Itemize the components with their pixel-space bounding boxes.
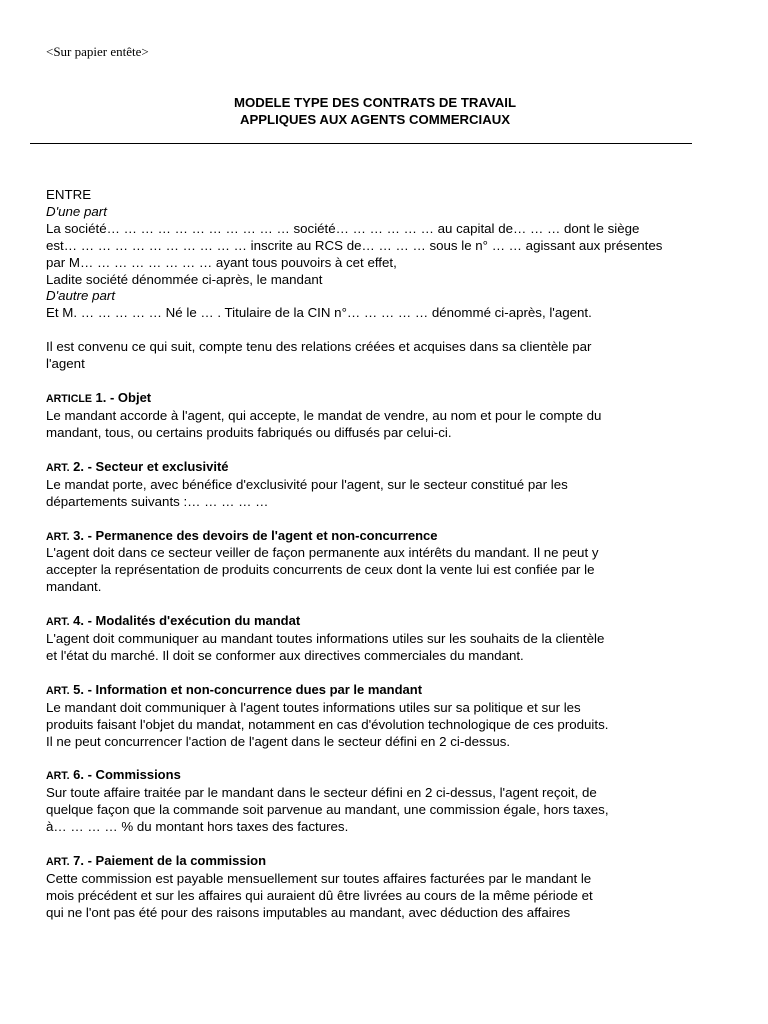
article-text-line: mois précédent et sur les affaires qui auraient dû être livrées au cours de la même période et	[46, 887, 593, 903]
article-heading	[46, 767, 716, 785]
parties-line: est… … … … … … … … … … … inscrite au RCS de… … … … sous le n° … … agissant aux présentes	[46, 237, 663, 253]
parties-dune-part: D'une part	[46, 203, 107, 219]
article-text-line: Le mandant accorde à l'agent, qui accepte, le mandat de vendre, au nom et pour le compte du	[46, 407, 602, 423]
article-heading-text: 6. - Commissions	[69, 767, 181, 783]
parties-line: La société… … … … … … … … … … … société… … … … … … au capital de… … … dont le siège	[46, 220, 640, 236]
article-text-line: qui ne l'ont pas été pour des raisons imputables au mandant, avec déduction des affaires	[46, 904, 571, 920]
intro-paragraph: l'agent	[46, 356, 85, 372]
article-text-line: Sur toute affaire traitée par le mandant dans le secteur défini en 2 ci-dessus, l'agent reçoit, de	[46, 785, 597, 801]
contract-body	[46, 187, 716, 922]
document-title-line2: APPLIQUES AUX AGENTS COMMERCIAUX	[239, 112, 511, 127]
article-text-line: produits faisant l'objet du mandat, notamment en cas d'évolution technologique de ces produits.	[46, 716, 609, 732]
article-text-line: départements suivants :… … … … …	[46, 493, 269, 509]
article-heading-text: 1. - Objet	[91, 390, 152, 406]
article-heading-text: 2. - Secteur et exclusivité	[69, 458, 229, 474]
document-title-line1: MODELE TYPE DES CONTRATS DE TRAVAIL	[233, 95, 517, 110]
article-heading	[46, 613, 716, 631]
intro-paragraph: Il est convenu ce qui suit, compte tenu des relations créées et acquises dans sa clientèle par	[46, 339, 592, 355]
article-text-line: Cette commission est payable mensuellement sur toutes affaires facturées par le mandant le	[46, 871, 592, 886]
article-heading	[46, 528, 716, 546]
article-prefix: ART.	[46, 461, 70, 474]
article-prefix: ART.	[46, 770, 70, 783]
article-heading-text: 3. - Permanence des devoirs de l'agent et non-concurrence	[69, 527, 438, 543]
article-prefix: ARTICLE	[46, 393, 92, 406]
article-text-line: L'agent doit communiquer au mandant toutes informations utiles sur les souhaits de la clientèle	[46, 631, 605, 647]
article-heading	[46, 853, 716, 871]
article-text-line: à… … … … % du montant hors taxes des factures.	[46, 819, 349, 835]
article-text-line: Il ne peut concurrencer l'action de l'agent dans le secteur défini en 2 ci-dessus.	[46, 733, 511, 749]
article-prefix: ART.	[46, 856, 70, 869]
article-text-line: mandant, tous, ou certains produits fabriqués ou diffusés par celui-ci.	[46, 424, 452, 440]
parties-dautre-part: D'autre part	[46, 288, 116, 304]
article-text-line: quelque façon que la commande soit parvenue au mandant, une commission égale, hors taxes,	[46, 802, 609, 818]
article-prefix: ART.	[46, 684, 70, 697]
parties-line: par M… … … … … … … … ayant tous pouvoirs à cet effet,	[46, 254, 397, 270]
articles-list	[46, 390, 716, 922]
parties-line: Ladite société dénommée ci-après, le mandant	[46, 271, 323, 287]
letterhead-note: <Sur papier entête>	[46, 44, 149, 59]
article-heading	[46, 459, 716, 477]
article-prefix: ART.	[46, 616, 70, 629]
title-divider	[30, 143, 692, 144]
parties-entre: ENTRE	[46, 187, 92, 202]
article-text-line: L'agent doit dans ce secteur veiller de façon permanente aux intérêts du mandant. Il ne peut y	[46, 545, 599, 561]
article-heading-text: 5. - Information et non-concurrence dues par le mandant	[69, 681, 423, 697]
article-prefix: ART.	[46, 530, 70, 543]
article-text-line: Le mandant doit communiquer à l'agent toutes informations utiles sur sa politique et sur les	[46, 699, 581, 715]
article-heading	[46, 390, 716, 408]
article-text-line: mandant.	[46, 579, 102, 595]
article-text-line: Le mandat porte, avec bénéfice d'exclusivité pour l'agent, sur le secteur constitué par les	[46, 476, 568, 492]
article-text-line: accepter la représentation de produits concurrents de ceux dont la vente lui est confiée par le	[46, 562, 595, 578]
parties-line: Et M. … … … … … Né le … . Titulaire de la CIN n°… … … … … dénommé ci-après, l'agent.	[46, 305, 592, 321]
article-heading-text: 7. - Paiement de la commission	[69, 853, 267, 869]
article-heading-text: 4. - Modalités d'exécution du mandat	[69, 613, 301, 629]
article-heading	[46, 682, 716, 700]
article-text-line: et l'état du marché. Il doit se conformer aux directives commerciales du mandant.	[46, 647, 524, 663]
